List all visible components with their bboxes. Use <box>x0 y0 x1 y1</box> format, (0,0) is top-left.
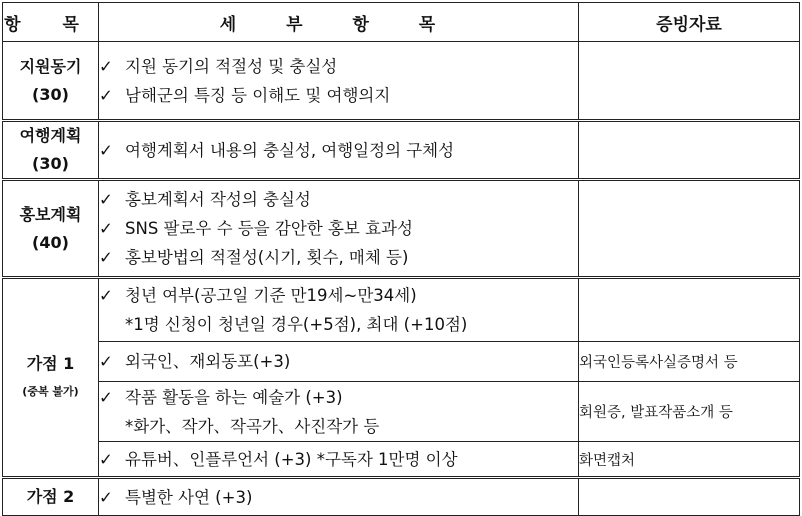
category-name: 가점 1 <box>26 353 75 373</box>
evidence-cell: 외국인등록사실증명서 등 <box>579 342 800 382</box>
row-promotion-plan <box>3 180 800 278</box>
category-name: 지원동기 <box>19 56 82 76</box>
detail-line: ✓ 홍보방법의 적절성(시기, 횟수, 매체 등) <box>99 243 578 272</box>
check-icon: ✓ <box>99 85 113 105</box>
category-cell <box>3 478 99 516</box>
detail-line: ✓ 작품 활동을 하는 예술가 (+3) <box>99 383 578 412</box>
detail-line: ✓ 지원 동기의 적절성 및 충실성 <box>99 52 578 81</box>
detail-line: ✓ 유튜버、인플루언서 (+3) *구독자 1만명 이상 <box>99 445 578 474</box>
detail-line: ✓ 홍보계획서 작성의 충실성 <box>99 185 578 214</box>
detail-line: ✓ 특별한 사연 (+3) <box>99 483 578 512</box>
detail-cell <box>99 42 579 121</box>
row-bonus1-foreigner <box>3 342 800 382</box>
evidence-cell: 회원증, 발표작품소개 등 <box>579 382 800 442</box>
evidence-cell <box>579 42 800 121</box>
evidence-cell <box>579 180 800 278</box>
category-cell <box>3 180 99 278</box>
detail-cell <box>99 478 579 516</box>
check-icon: ✓ <box>99 286 113 305</box>
check-icon: ✓ <box>99 56 113 76</box>
evidence-cell <box>579 478 800 516</box>
evidence-cell <box>579 121 800 180</box>
check-icon: ✓ <box>99 387 113 407</box>
category-cell <box>3 42 99 121</box>
header-item: 항 목 <box>3 3 99 42</box>
category-note: (중복 불가) <box>22 384 79 398</box>
detail-line: ✓ 외국인、재외동포(+3) <box>99 347 578 376</box>
row-travel-plan <box>3 121 800 180</box>
detail-line: ✓ 청년 여부(공고일 기준 만19세~만34세) <box>99 281 578 310</box>
row-bonus1-artist <box>3 382 800 442</box>
category-score: (40) <box>32 232 69 252</box>
category-cell <box>3 278 99 478</box>
header-evidence: 증빙자료 <box>579 3 800 42</box>
detail-subline: *화가、작가、작곡가、사진작가 등 <box>125 416 380 436</box>
evidence-cell <box>579 278 800 342</box>
detail-cell <box>99 180 579 278</box>
category-score: (30) <box>32 84 69 104</box>
row-bonus2 <box>3 478 800 516</box>
detail-line: ✓ 남해군의 특징 등 이해도 및 여행의지 <box>99 81 578 110</box>
check-icon: ✓ <box>99 140 113 160</box>
header-detail: 세 부 항 목 <box>99 3 579 42</box>
check-icon: ✓ <box>99 352 113 371</box>
evidence-cell: 화면캡처 <box>579 442 800 478</box>
header-row <box>3 3 800 42</box>
check-icon: ✓ <box>99 487 113 507</box>
detail-cell <box>99 278 579 342</box>
row-motivation <box>3 42 800 121</box>
category-score: (30) <box>32 154 69 173</box>
detail-line: ✓ SNS 팔로우 수 등을 감안한 홍보 효과성 <box>99 214 578 243</box>
check-icon: ✓ <box>99 190 113 209</box>
detail-cell <box>99 442 579 478</box>
detail-cell <box>99 382 579 442</box>
category-name: 홍보계획 <box>19 204 82 224</box>
row-bonus1-influencer <box>3 442 800 478</box>
check-icon: ✓ <box>99 449 113 469</box>
detail-cell <box>99 121 579 180</box>
criteria-table <box>2 2 800 516</box>
detail-subline: *1명 신청이 청년일 경우(+5점), 최대 (+10점) <box>125 315 468 334</box>
row-bonus1-youth <box>3 278 800 342</box>
category-cell <box>3 121 99 180</box>
check-icon: ✓ <box>99 219 113 238</box>
category-name: 가점 2 <box>26 487 75 506</box>
check-icon: ✓ <box>99 248 113 267</box>
detail-line: ✓ 여행계획서 내용의 충실성, 여행일정의 구체성 <box>99 136 578 165</box>
detail-cell <box>99 342 579 382</box>
category-name: 여행계획 <box>19 126 82 145</box>
